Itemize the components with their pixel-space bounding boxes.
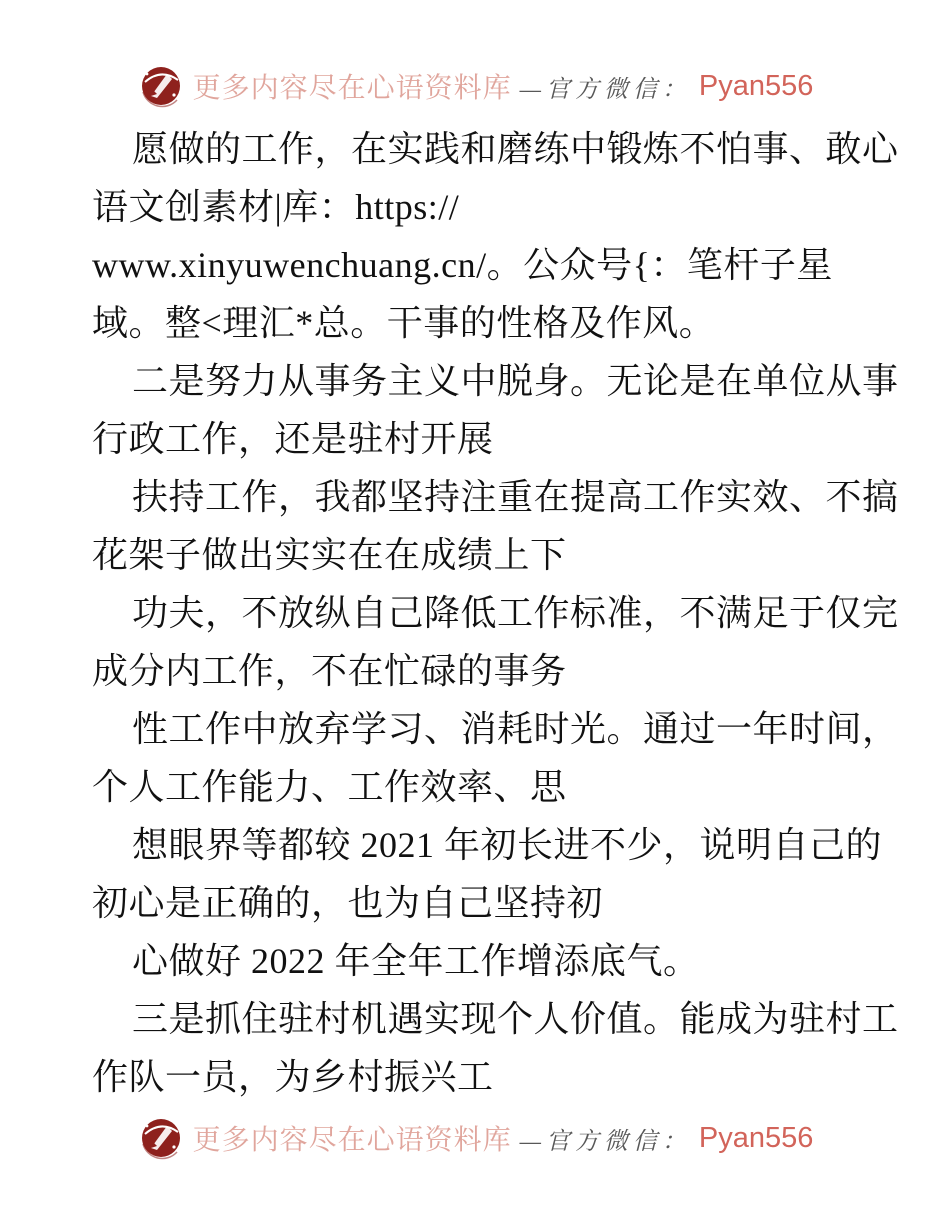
text-line: 成分内工作，不在忙碌的事务 — [92, 651, 567, 691]
text-line: 功夫，不放纵自己降低工作标准，不满足于仅完 — [132, 593, 899, 633]
text-line: 个人工作能力、工作效率、思 — [92, 767, 567, 807]
brand-text: 更多内容尽在心语资料库 — [192, 73, 512, 104]
text-line: 心做好 2022 年全年工作增添底气。 — [132, 941, 700, 981]
wechat-id: Pyan556 — [698, 69, 814, 102]
text-line: 作队一员，为乡村振兴工 — [92, 1057, 494, 1097]
header-watermark — [0, 62, 950, 110]
text-line: 花架子做出实实在在成绩上下 — [92, 535, 567, 575]
brand-text: 更多内容尽在心语资料库 — [192, 1125, 512, 1156]
document-body — [92, 120, 899, 1106]
text-line: 性工作中放弃学习、消耗时光。通过一年时间， — [132, 709, 899, 749]
text-line: 初心是正确的，也为自己坚持初 — [92, 883, 604, 923]
wechat-label: —官方微信： — [519, 1128, 691, 1155]
text-line: 语文创素材|库：https:// — [92, 187, 460, 227]
text-line: 愿做的工作，在实践和磨练中锻炼不怕事、敢心 — [132, 129, 899, 169]
text-line: 行政工作，还是驻村开展 — [92, 419, 494, 459]
wechat-label: —官方微信： — [519, 76, 691, 103]
text-line: 域。整<理汇*总。干事的性格及作风。 — [92, 303, 716, 343]
wechat-id: Pyan556 — [698, 1121, 814, 1154]
text-line: 想眼界等都较 2021 年初长进不少，说明自己的 — [132, 825, 883, 865]
text-line: 扶持工作，我都坚持注重在提高工作实效、不搞 — [132, 477, 899, 517]
footer-watermark — [0, 1114, 950, 1162]
pen-seal-logo-icon — [137, 1114, 185, 1162]
text-line: 二是努力从事务主义中脱身。无论是在单位从事 — [132, 361, 899, 401]
pen-seal-logo-icon — [137, 62, 185, 110]
text-line: www.xinyuwenchuang.cn/。公众号{：笔杆子星 — [92, 245, 833, 285]
text-line: 三是抓住驻村机遇实现个人价值。能成为驻村工 — [132, 999, 899, 1039]
